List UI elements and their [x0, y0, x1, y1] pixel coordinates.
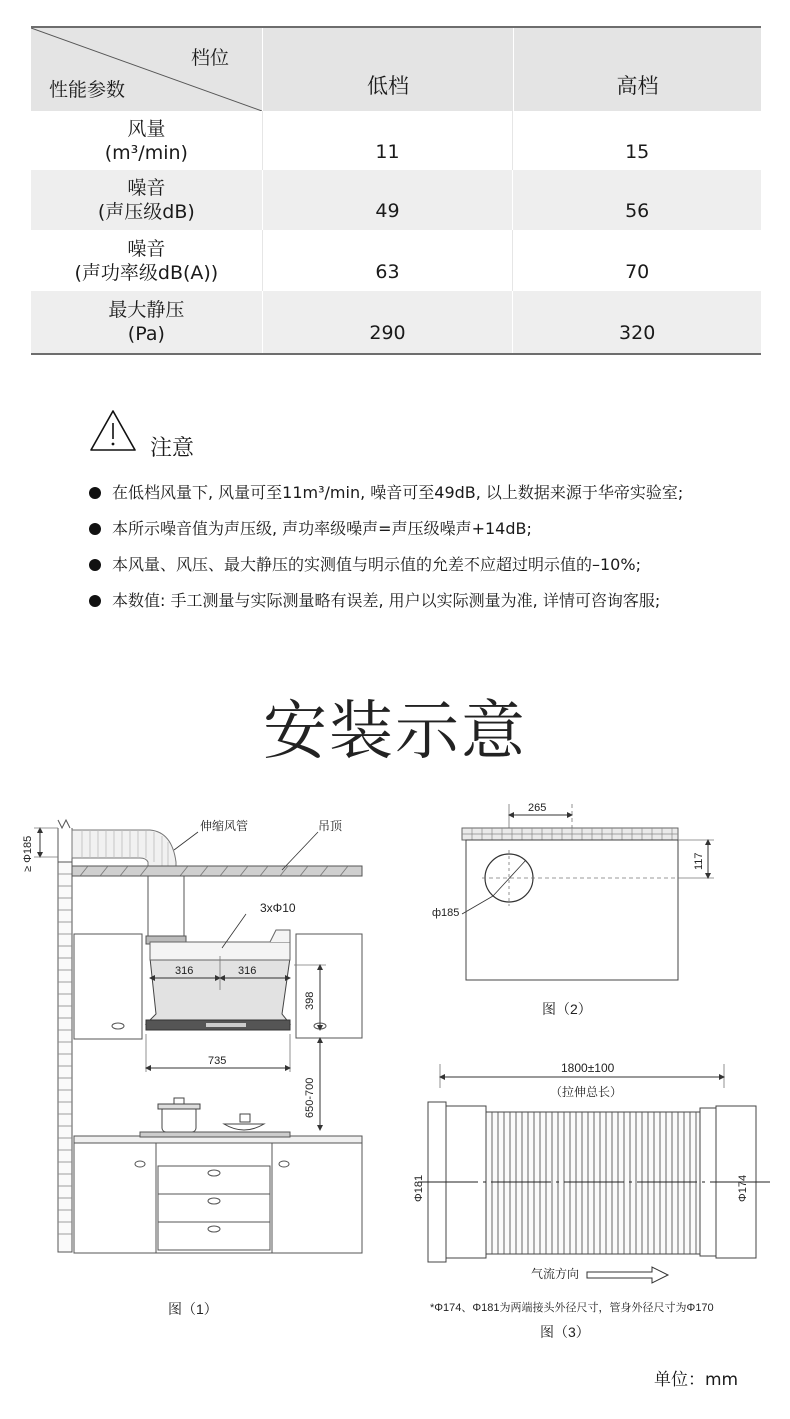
fig2-caption: 图（2）: [542, 1001, 592, 1017]
header-param-label: 性能参数: [49, 79, 126, 101]
dim-398: 398: [304, 991, 316, 1010]
airflow-arrow-icon: [587, 1267, 668, 1283]
screw-label: 3xΦ10: [260, 901, 296, 915]
row-high-value: 70: [625, 260, 650, 283]
bullet-icon: [89, 595, 101, 607]
bullet-icon: [89, 487, 101, 499]
row-high-value: 15: [625, 140, 650, 163]
installation-diagrams: [0, 790, 790, 1350]
duct-label: 伸缩风管: [200, 819, 249, 833]
row-name: 噪音: [127, 177, 166, 199]
header-high: 高档: [616, 73, 659, 98]
fig3-footnote: *Φ174、Φ181为两端接头外径尺寸，管身外径尺寸为Φ170: [430, 1302, 714, 1314]
notice-text: 本所示噪音值为声压级, 声功率级噪声=声压级噪声+14dB;: [112, 519, 532, 538]
header-gear-label: 档位: [191, 47, 230, 69]
table-header: [31, 28, 761, 111]
duct-dim-label: ≥ Φ185: [22, 835, 34, 872]
list-item: [88, 590, 778, 626]
row-name: 最大静压: [108, 299, 185, 321]
figure-1-kitchen: [22, 818, 362, 1317]
notice-text: 本风量、风压、最大静压的实测值与明示值的允差不应超过明示值的–10%;: [112, 555, 641, 574]
airflow-label: 气流方向: [531, 1267, 580, 1281]
dim-265: 265: [528, 802, 547, 814]
row-high-value: 56: [625, 200, 650, 222]
row-unit: (声压级dB): [97, 201, 195, 223]
dim-650-700: 650-700: [304, 1077, 316, 1118]
row-low-value: 11: [375, 140, 400, 163]
table-bottom-rule: [31, 353, 761, 355]
dim-316-right: 316: [238, 965, 257, 977]
length-note: （拉伸总长）: [550, 1085, 623, 1099]
dim-117: 117: [693, 852, 705, 870]
unit-label: 单位：mm: [654, 1370, 739, 1390]
bullet-icon: [89, 559, 101, 571]
row-high-value: 320: [619, 322, 656, 344]
row-name: 风量: [127, 117, 166, 140]
list-item: [88, 518, 778, 554]
dim-hole: ф185: [432, 907, 460, 919]
list-item: [88, 482, 778, 518]
list-item: [88, 554, 778, 590]
bullet-icon: [89, 523, 101, 535]
table-row: [31, 170, 761, 230]
table-row: [31, 291, 761, 353]
dim-left-dia: Φ181: [413, 1174, 425, 1202]
fig1-caption: 图（1）: [168, 1301, 218, 1317]
figure-2-ceiling-hole: [432, 802, 714, 1017]
table-row: [31, 230, 761, 291]
notice-text: 在低档风量下, 风量可至11m³/min, 噪音可至49dB, 以上数据来源于华帝实验室;: [112, 483, 684, 502]
warning-triangle-icon: [88, 408, 138, 454]
notice-text: 本数值: 手工测量与实际测量略有误差, 用户以实际测量为准, 详情可咨询客服;: [112, 591, 661, 610]
table-row: [31, 111, 761, 170]
dim-right-dia: Φ174: [737, 1174, 749, 1202]
dim-length: 1800±100: [561, 1061, 615, 1075]
row-name: 噪音: [127, 237, 166, 260]
header-low: 低档: [367, 73, 409, 98]
dim-316-left: 316: [175, 965, 194, 977]
row-low-value: 290: [369, 322, 406, 344]
row-unit: (Pa): [127, 323, 165, 345]
row-unit: (m³/min): [104, 141, 188, 164]
dim-735: 735: [208, 1055, 227, 1067]
ceiling-label: 吊顶: [318, 819, 343, 833]
notice-list: [88, 482, 778, 626]
row-low-value: 63: [375, 260, 400, 283]
notice-title: 注意: [150, 436, 195, 461]
figure-3-flex-duct: [413, 1061, 770, 1340]
row-low-value: 49: [375, 200, 400, 222]
row-unit: (声功率级dB(A)): [74, 261, 219, 284]
fig3-caption: 图（3）: [540, 1324, 590, 1340]
install-title: 安装示意: [263, 695, 527, 769]
